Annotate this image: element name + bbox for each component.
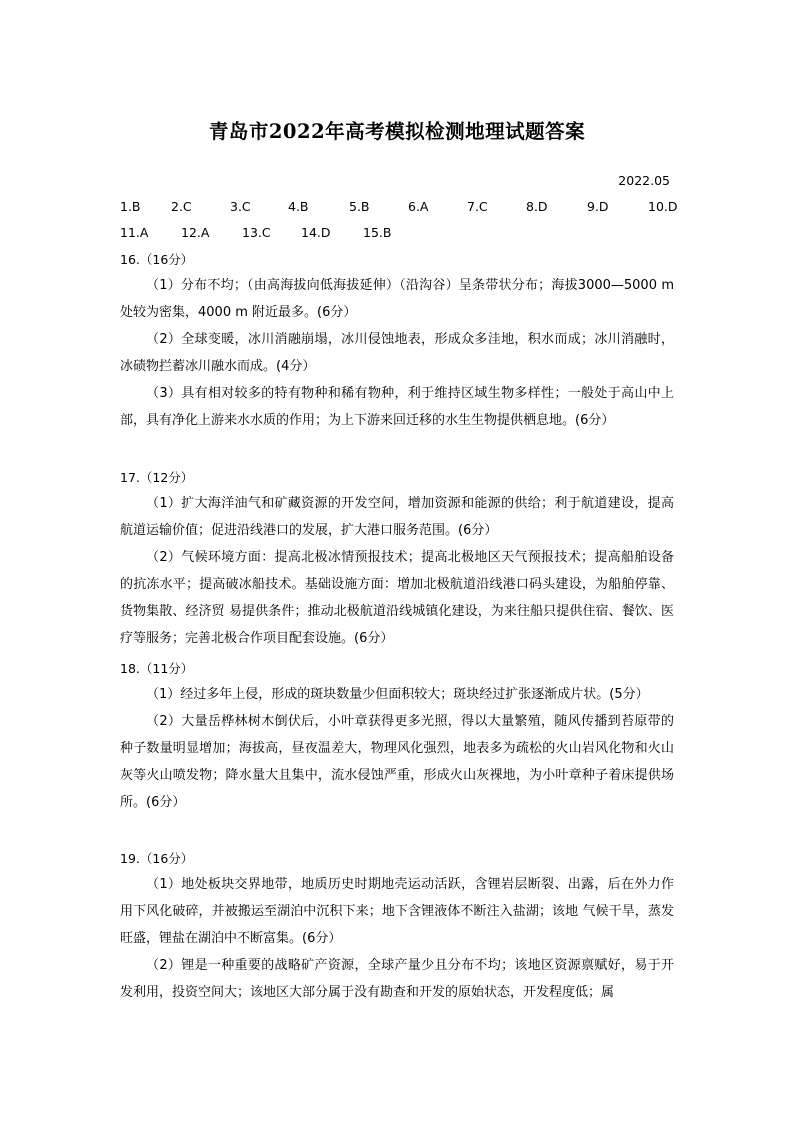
question-19-answer-2: （2）锂是一种重要的战略矿产资源，全球产量少且分布不均；该地区资源禀赋好，易于开发利用，投资空间大；该地区大部分属于没有勘查和开发的原始状态，开发程度低；属 xyxy=(120,958,674,1000)
choice-answer: 12.A xyxy=(181,225,210,240)
choice-answer: 11.A xyxy=(120,225,149,240)
choice-answer: 6.A xyxy=(408,199,429,214)
question-16-answer-3: （3）具有相对较多的特有物种和稀有物种，利于维持区域生物多样性；一般处于高山中上部，具有净化上游来水水质的作用；为上下游来回迁移的水生生物提供栖息地。(6分） xyxy=(120,386,674,428)
choice-answer: 5.B xyxy=(349,199,370,214)
question-18-answer-1: （1）经过多年上侵，形成的斑块数量少但面积较大；斑块经过扩张逐渐成片状。(5分） xyxy=(146,687,649,702)
exam-date: 2022.05 xyxy=(618,173,670,188)
question-17-answer-1: （1）扩大海洋油气和矿藏资源的开发空间，增加资源和能源的供给；利于航道建设，提高航道运输价值；促进沿线港口的发展，扩大港口服务范围。(6分） xyxy=(120,496,674,538)
page-title: 青岛市2022年高考模拟检测地理试题答案 xyxy=(208,120,586,143)
question-16-heading: 16.（16分） xyxy=(120,252,194,267)
choice-answer: 8.D xyxy=(526,199,548,214)
choice-answer: 13.C xyxy=(242,225,271,240)
question-18-answer-2: （2）大量岳桦林树木倒伏后，小叶章获得更多光照，得以大量繁殖，随风传播到苔原带的种子数量明显增加；海拔高，昼夜温差大，物理风化强烈，地表多为疏松的火山岩风化物和火山灰等火山喷发物；降水量大且集中，流水侵蚀严重，形成火山灰裸地，为小叶章种子着床提供场所。(6分） xyxy=(120,714,674,810)
choice-answer: 7.C xyxy=(467,199,488,214)
question-16-answer-2: （2）全球变暖，冰川消融崩塌，冰川侵蚀地表，形成众多洼地，积水而成；冰川消融时，冰碛物拦蓄冰川融水而成。(4分） xyxy=(120,332,674,374)
choice-answer: 1.B xyxy=(120,199,141,214)
choice-answers-row-2 xyxy=(120,225,420,243)
question-19-heading: 19.（16分） xyxy=(120,851,194,866)
choice-answers-row-1 xyxy=(120,199,680,217)
choice-answer: 15.B xyxy=(363,225,392,240)
choice-answer: 9.D xyxy=(587,199,609,214)
choice-answer: 2.C xyxy=(171,199,192,214)
choice-answer: 10.D xyxy=(648,199,678,214)
question-18-heading: 18.（11分） xyxy=(120,661,194,676)
choice-answer: 4.B xyxy=(288,199,309,214)
question-17-answer-2: （2）气候环境方面：提高北极冰情预报技术；提高北极地区天气预报技术；提高船舶设备的抗冻水平；提高破冰船技术。基础设施方面：增加北极航道沿线港口码头建设，为船舶停靠、货物集散、经济贸 易提供条件；推动北极航道沿线城镇化建设，为来往船只提供住宿、餐饮、医疗等服务；完善北极合作项目配套设施。(6分） xyxy=(120,550,674,646)
question-17-heading: 17.（12分） xyxy=(120,470,194,485)
question-16-answer-1: （1）分布不均；（由高海拔向低海拔延伸）（沿沟谷）呈条带状分布；海拔3000—5000 m 处较为密集，4000 m 附近最多。(6分） xyxy=(120,278,674,320)
question-19-answer-1: （1）地处板块交界地带，地质历史时期地壳运动活跃，含锂岩层断裂、出露，后在外力作用下风化破碎，并被搬运至湖泊中沉积下来；地下含锂液体不断注入盐湖；该地 气候干旱，蒸发旺盛，锂盐在湖泊中不断富集。(6分） xyxy=(120,877,674,946)
choice-answer: 14.D xyxy=(301,225,331,240)
choice-answer: 3.C xyxy=(230,199,251,214)
